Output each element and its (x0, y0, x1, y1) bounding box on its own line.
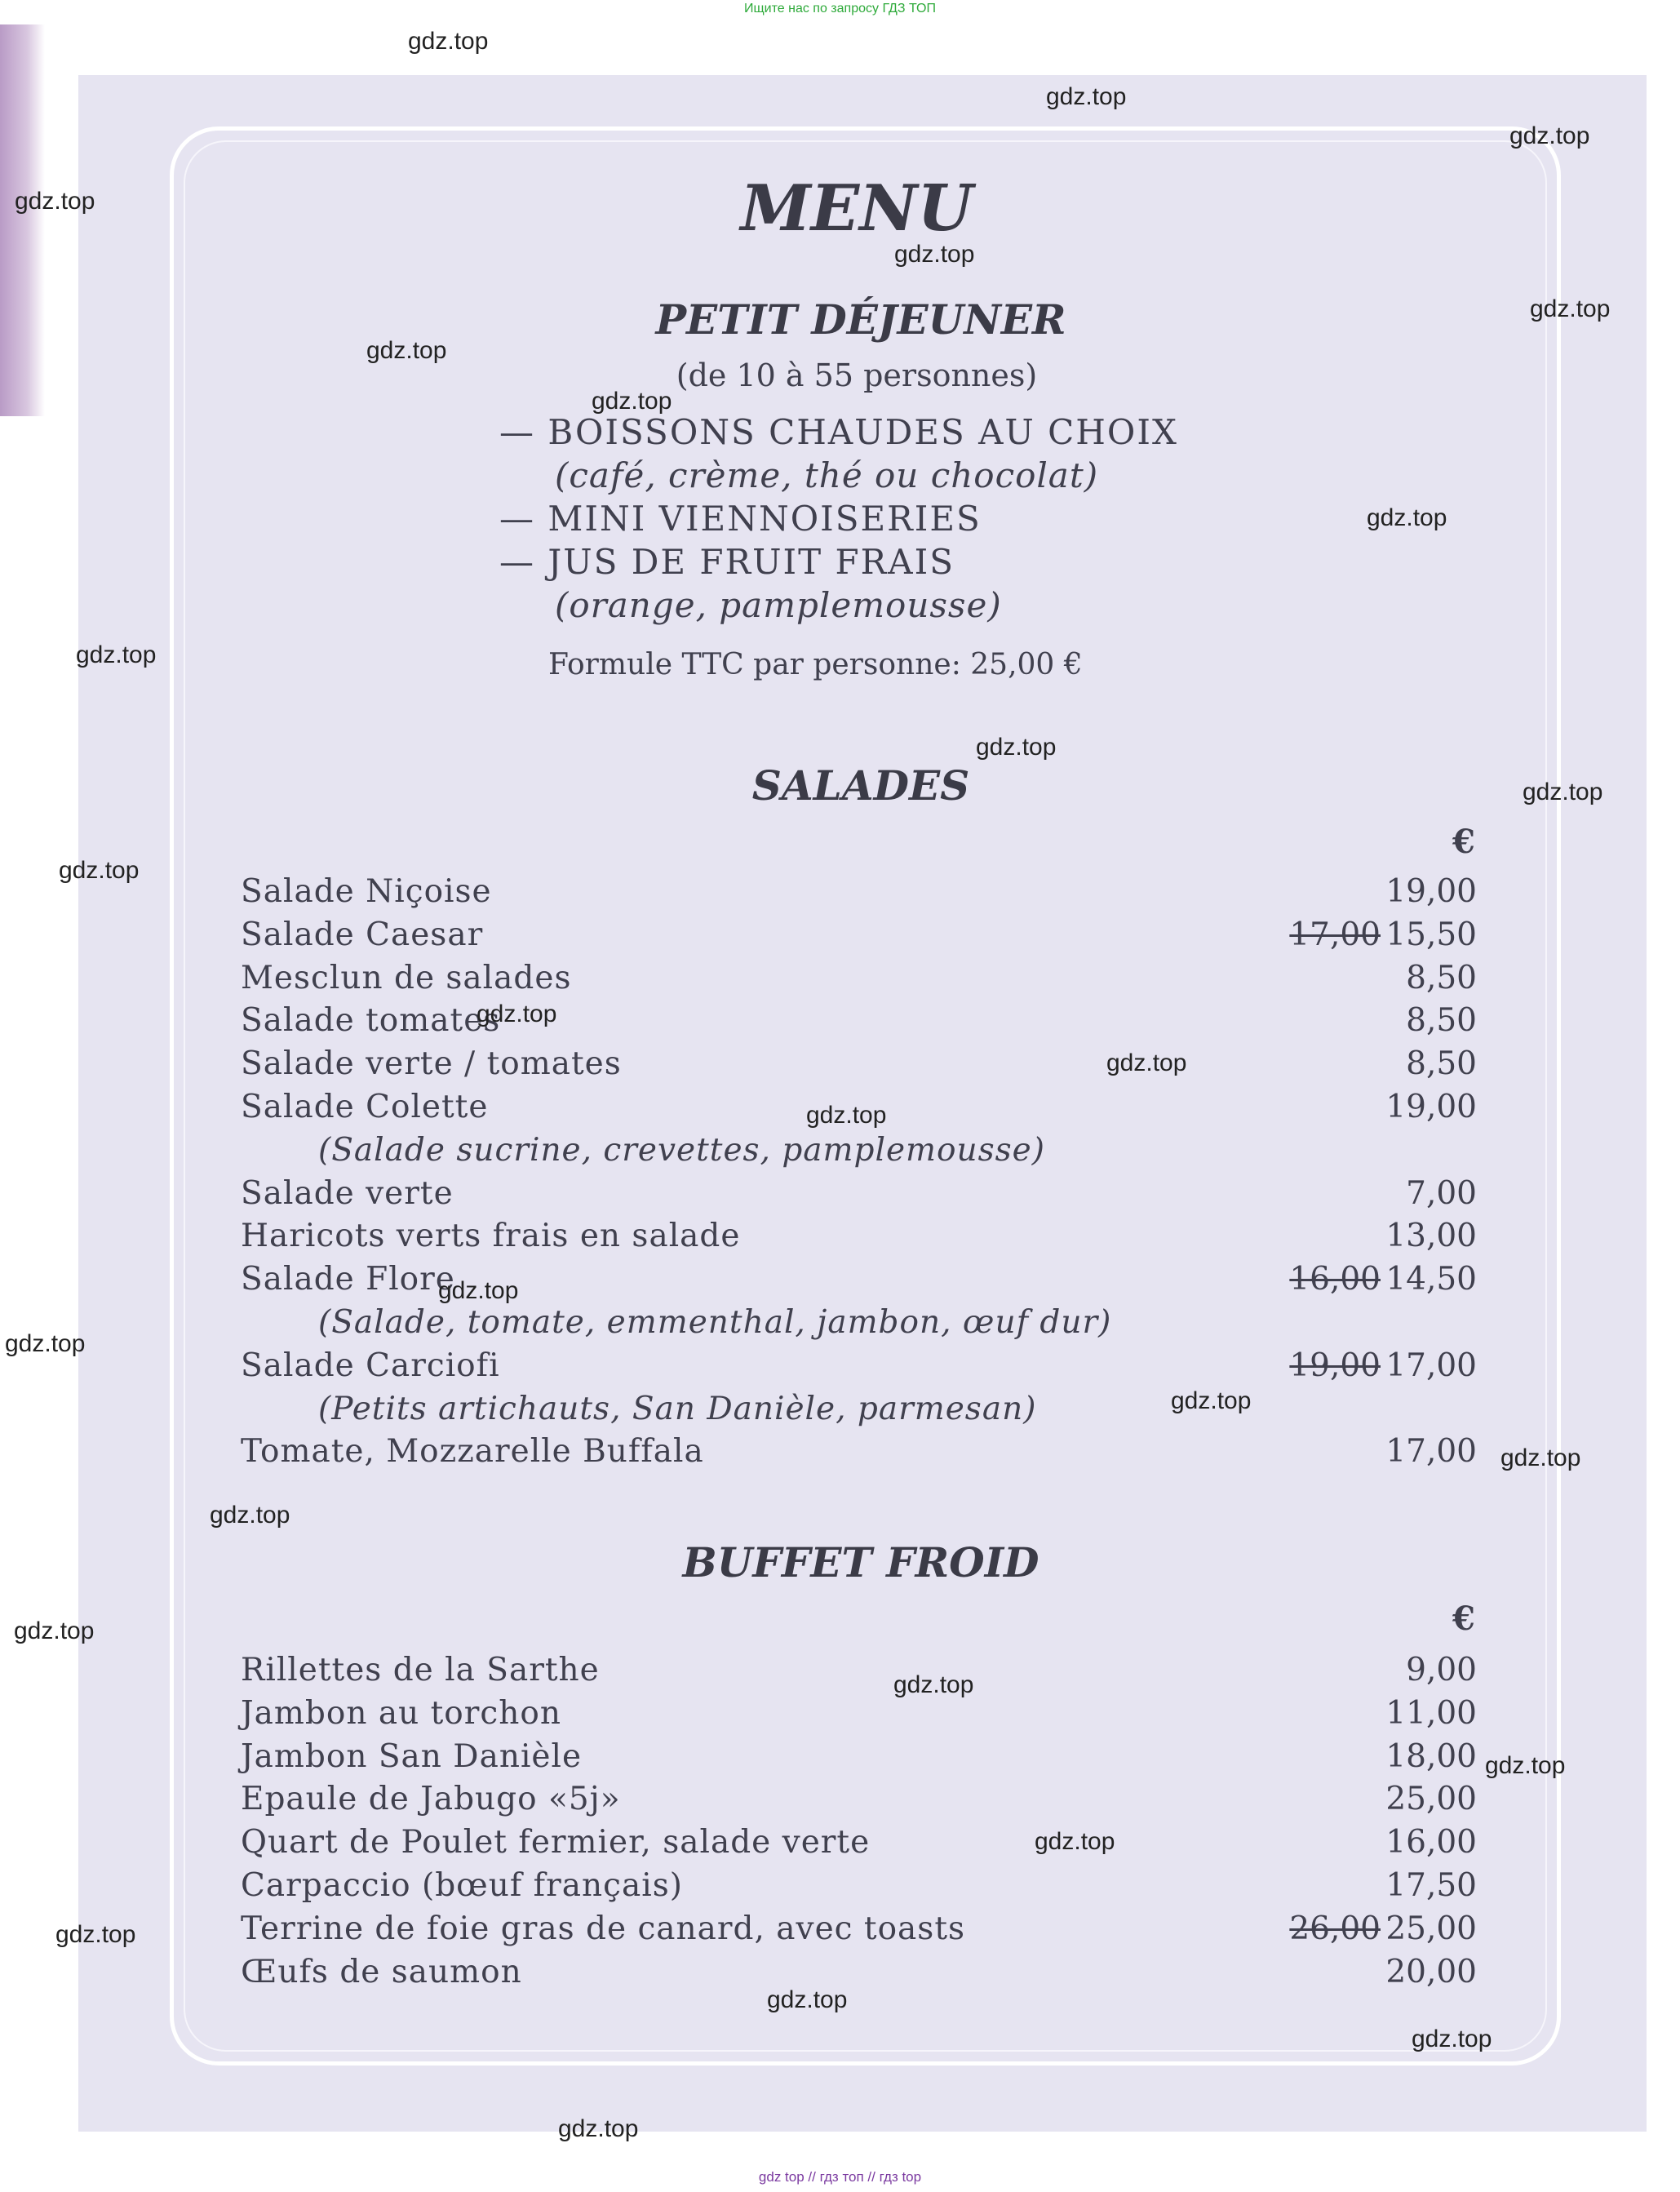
menu-item-name: (Petits artichauts, San Danièle, parmesan) (318, 1390, 1037, 1427)
menu-item-row (241, 1045, 1477, 1086)
menu-item-old-price: 16,00 (1289, 1261, 1381, 1298)
watermark-text: gdz.top (806, 1102, 887, 1129)
menu-item-name: Tomate, Mozzarelle Buffala (241, 1433, 704, 1471)
menu-item-row (241, 960, 1477, 1001)
menu-item-price: 17,00 (1385, 1433, 1477, 1471)
menu-item-name: Quart de Poulet fermier, salade verte (241, 1824, 871, 1861)
breakfast-item-note: (orange, pamplemousse) (555, 585, 1002, 625)
watermark-text: gdz.top (1530, 295, 1611, 322)
menu-item-name: Epaule de Jabugo «5j» (241, 1781, 621, 1818)
menu-item-price: 17,00 (1385, 1347, 1477, 1384)
watermark-text: gdz.top (5, 1330, 86, 1357)
menu-item-row (241, 1867, 1477, 1908)
menu-item-name: Salade verte / tomates (241, 1045, 622, 1083)
menu-item-price: 13,00 (1385, 1218, 1477, 1255)
watermark-text: gdz.top (1106, 1049, 1187, 1076)
watermark-text: gdz.top (59, 857, 140, 884)
buffet-currency: € (1452, 1600, 1475, 1638)
menu-item-name: Salade Carciofi (241, 1347, 500, 1384)
menu-item-row (241, 1781, 1477, 1821)
watermark-text: gdz.top (894, 241, 975, 268)
menu-item-price: 7,00 (1406, 1174, 1477, 1212)
watermark-text: gdz.top (558, 2115, 639, 2142)
watermark-text: gdz.top (14, 1617, 95, 1644)
menu-item-old-price: 17,00 (1289, 916, 1381, 953)
watermark-text: gdz.top (15, 188, 95, 215)
menu-item-row (241, 1695, 1477, 1736)
menu-item-name: Salade Colette (241, 1089, 489, 1125)
menu-item-row (241, 1002, 1477, 1043)
watermark-text: gdz.top (592, 388, 672, 415)
menu-item-name: Terrine de foie gras de canard, avec toasts (241, 1910, 966, 1947)
watermark-text: gdz.top (1046, 83, 1127, 110)
menu-item-name: (Salade, tomate, emmenthal, jambon, œuf dur) (318, 1304, 1112, 1341)
watermark-text: gdz.top (1171, 1387, 1252, 1414)
menu-item-old-price: 26,00 (1289, 1910, 1381, 1947)
menu-item-description (241, 1132, 1477, 1173)
menu-item-price: 17,50 (1385, 1867, 1477, 1904)
menu-item-description (241, 1304, 1477, 1345)
menu-item-row (241, 1738, 1477, 1779)
menu-item-name: Œufs de saumon (241, 1953, 522, 1990)
watermark-text: gdz.top (893, 1671, 974, 1698)
breakfast-item-note: (café, crème, thé ou chocolat) (555, 455, 1099, 495)
watermark-text: gdz.top (76, 641, 157, 668)
menu-item-name: Salade Niçoise (241, 873, 492, 910)
menu-item-row (241, 1433, 1477, 1474)
menu-item-price: 19,00 (1385, 1089, 1477, 1125)
menu-item-name: Jambon au torchon (241, 1694, 561, 1732)
breakfast-item: — MINI VIENNOISERIES (499, 499, 982, 539)
buffet-title: BUFFET FROID (682, 1538, 1039, 1586)
watermark-text: gdz.top (1485, 1752, 1566, 1779)
menu-item-name: Jambon San Danièle (241, 1737, 583, 1775)
menu-item-price: 11,00 (1385, 1694, 1477, 1732)
menu-item-name: Salade tomates (241, 1002, 501, 1040)
watermark-text: gdz.top (55, 1921, 136, 1948)
menu-item-name: (Salade sucrine, crevettes, pamplemousse) (318, 1131, 1045, 1169)
watermark-text: gdz.top (1367, 504, 1447, 531)
menu-item-row (241, 1824, 1477, 1865)
menu-item-row (241, 1910, 1477, 1951)
menu-item-row (241, 1347, 1477, 1388)
menu-item-name: Carpaccio (bœuf français) (241, 1867, 683, 1904)
watermark-text: gdz.top (477, 1001, 557, 1027)
menu-item-name: Salade verte (241, 1174, 454, 1212)
watermark-text: gdz.top (210, 1502, 290, 1529)
menu-item-row (241, 1218, 1477, 1258)
watermark-text: gdz.top (976, 734, 1057, 761)
watermark-text: gdz.top (366, 337, 447, 364)
breakfast-subtitle: (de 10 à 55 personnes) (676, 357, 1038, 393)
menu-title: MENU (740, 171, 973, 246)
menu-item-price: 8,50 (1406, 959, 1477, 996)
menu-item-name: Mesclun de salades (241, 959, 572, 996)
watermark-text: gdz.top (1523, 779, 1603, 805)
menu-item-price: 25,00 (1385, 1781, 1477, 1818)
menu-item-name: Salade Caesar (241, 916, 484, 953)
menu-item-row (241, 1175, 1477, 1216)
menu-item-price: 15,50 (1385, 916, 1477, 953)
menu-item-price: 8,50 (1406, 1045, 1477, 1083)
top-banner-text: Ищите нас по запросу ГДЗ ТОП (744, 2, 936, 16)
breakfast-item: — BOISSONS CHAUDES AU CHOIX (499, 412, 1178, 452)
menu-item-price: 25,00 (1385, 1910, 1477, 1947)
menu-item-description (241, 1391, 1477, 1431)
menu-item-name: Haricots verts frais en salade (241, 1218, 741, 1255)
menu-item-price: 16,00 (1385, 1824, 1477, 1861)
menu-item-price: 14,50 (1385, 1261, 1477, 1298)
menu-item-price: 19,00 (1385, 873, 1477, 910)
menu-item-price: 18,00 (1385, 1737, 1477, 1775)
bottom-banner-text: gdz top // гдз топ // гдз top (758, 2169, 922, 2185)
menu-item-price: 8,50 (1406, 1002, 1477, 1040)
menu-item-row (241, 916, 1477, 957)
breakfast-formula: Formule TTC par personne: 25,00 € (548, 648, 1083, 681)
watermark-text: gdz.top (1509, 122, 1590, 149)
menu-item-price: 9,00 (1406, 1652, 1477, 1688)
menu-item-name: Rillettes de la Sarthe (241, 1652, 600, 1688)
salades-currency: € (1452, 823, 1475, 861)
watermark-text: gdz.top (1412, 2026, 1492, 2052)
menu-item-row (241, 1652, 1477, 1693)
breakfast-title: PETIT DÉJEUNER (655, 295, 1066, 344)
menu-item-row (241, 873, 1477, 914)
watermark-text: gdz.top (438, 1277, 519, 1304)
watermark-text: gdz.top (767, 1986, 848, 2013)
breakfast-item: — JUS DE FRUIT FRAIS (499, 542, 955, 582)
watermark-text: gdz.top (1500, 1444, 1581, 1471)
menu-item-price: 20,00 (1385, 1953, 1477, 1990)
salades-title: SALADES (751, 761, 970, 810)
watermark-text: gdz.top (408, 28, 489, 55)
menu-item-name: Salade Flore (241, 1261, 455, 1298)
menu-item-old-price: 19,00 (1289, 1347, 1381, 1384)
watermark-text: gdz.top (1035, 1828, 1115, 1855)
menu-item-row (241, 1261, 1477, 1302)
menu-item-row (241, 1954, 1477, 1995)
